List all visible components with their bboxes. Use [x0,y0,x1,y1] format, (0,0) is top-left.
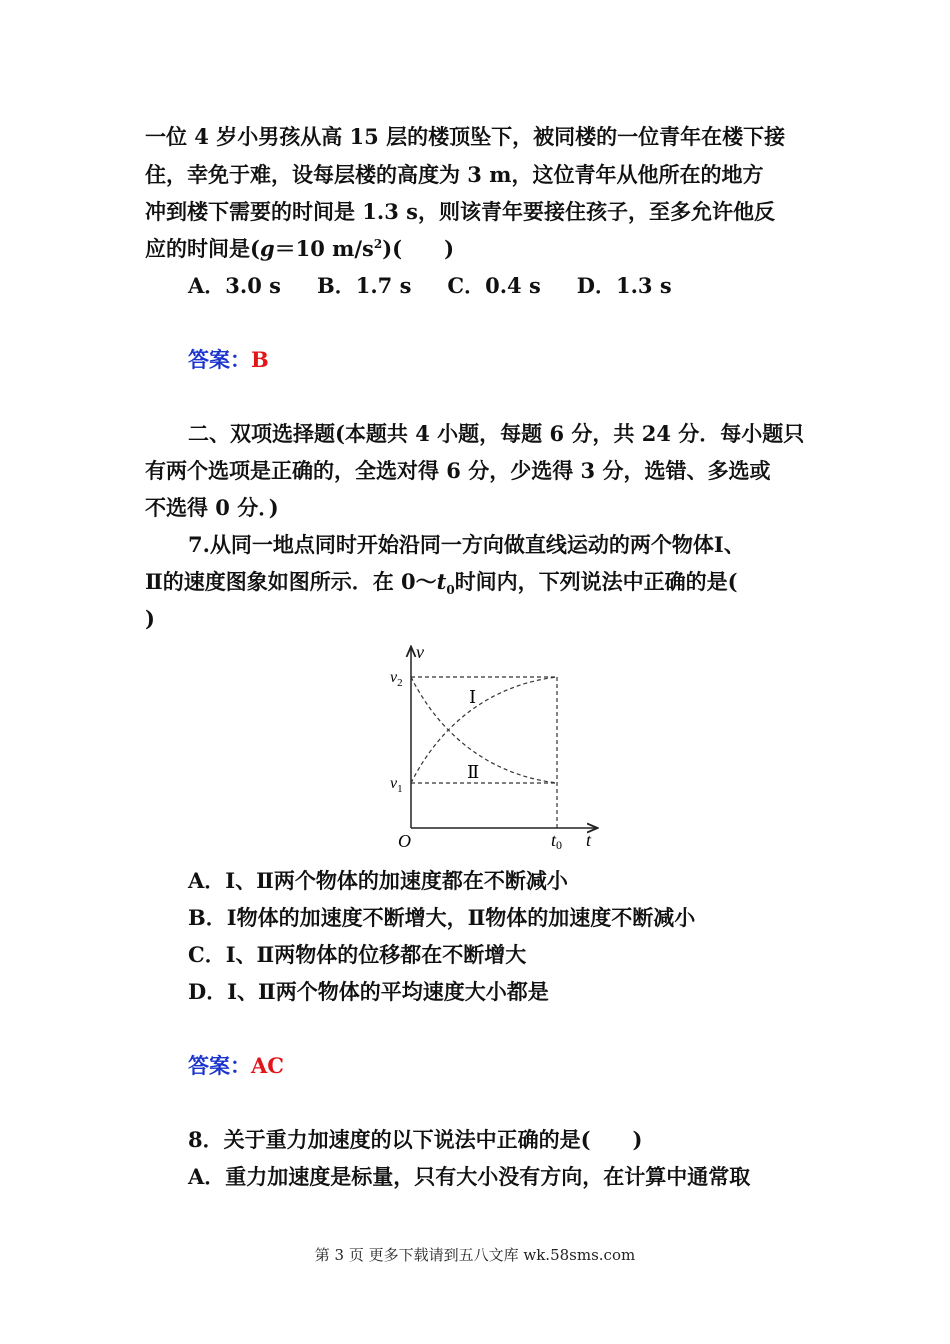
q7-answer-value: AC [251,1053,285,1078]
t0-symbol: t [551,830,557,850]
q8-line-1: 8．关于重力加速度的以下说法中正确的是( ) [188,1127,643,1152]
q7-line-2-a: Ⅱ的速度图象如图所示．在 0～ [145,569,437,594]
section2-line-3: 不选得 0 分．) [145,495,279,520]
q6-g-symbol: g [259,236,275,261]
q7-line-2 [145,563,825,601]
q6-option-d: D．1.3 s [576,273,672,298]
q6-line-4 [145,230,825,268]
q6-answer [188,341,868,379]
q7-option-c: C．Ⅰ、Ⅱ两物体的位移都在不断增大 [188,942,527,967]
v1-subscript: 1 [397,783,403,795]
t0-subscript: 0 [556,838,563,852]
q6-option-c: C．0.4 s [447,273,541,298]
q8-option-a: A．重力加速度是标量，只有大小没有方向，在计算中通常取 [188,1164,751,1189]
q7-line-2-b: 时间内，下列说法中正确的是( [454,569,738,594]
q6-line-4-a: 应的时间是( [145,236,260,261]
velocity-time-graph [380,640,610,855]
origin-label: O [398,831,411,851]
q6-line-3: 冲到楼下需要的时间是 1.3 s，则该青年要接住孩子，至多允许他反 [145,199,775,224]
v2-symbol: v [390,669,398,686]
q7-option-a: A．Ⅰ、Ⅱ两个物体的加速度都在不断减小 [188,868,568,893]
q7-option-b: B．Ⅰ物体的加速度不断增大，Ⅱ物体的加速度不断减小 [188,905,696,930]
v1-symbol: v [390,775,398,792]
q6-answer-label: 答案： [188,347,251,372]
q7-line-3: ) [145,606,155,631]
q6-option-a: A．3.0 s [188,273,281,298]
q6-options [188,267,868,305]
v2-label [390,669,403,689]
section2-line-2: 有两个选项是正确的，全选对得 6 分，少选得 3 分，选错、多选或 [145,458,771,483]
curve-2-label: Ⅱ [467,762,480,782]
page-footer: 第 3 页 更多下载请到五八文库 wk.58sms.com [314,1246,636,1264]
q6-line-4-c: )( ) [382,236,455,261]
section2-line-1: 二、双项选择题(本题共 4 小题，每题 6 分，共 24 分．每小题只 [188,421,805,446]
q6-line-2: 住，幸免于难，设每层楼的高度为 3 m，这位青年从他所在的地方 [145,162,764,187]
q6-exponent: 2 [373,237,383,251]
q6-line-4-b: ＝10 m/s [274,236,374,261]
q6-line-1: 一位 4 岁小男孩从高 15 层的楼顶坠下，被同楼的一位青年在楼下接 [145,124,786,149]
x-axis-label: t [586,830,592,850]
q7-t-subscript: 0 [446,583,455,598]
q7-answer [188,1047,868,1085]
q7-t-symbol: t [436,569,447,594]
y-axis-label: v [416,642,424,662]
curve-2 [411,677,557,783]
curve-1-label: Ⅰ [469,687,477,707]
v2-subscript: 2 [397,677,403,689]
q7-answer-label: 答案： [188,1053,251,1078]
v1-label [390,775,403,795]
q6-option-b: B．1.7 s [316,273,412,298]
curve-1 [411,677,557,783]
q6-answer-value: B [251,347,269,372]
q7-line-1: 7.从同一地点同时开始沿同一方向做直线运动的两个物体Ⅰ、 [188,532,745,557]
q7-option-d: D．Ⅰ、Ⅱ两个物体的平均速度大小都是 [188,979,549,1004]
t0-label [551,830,562,852]
